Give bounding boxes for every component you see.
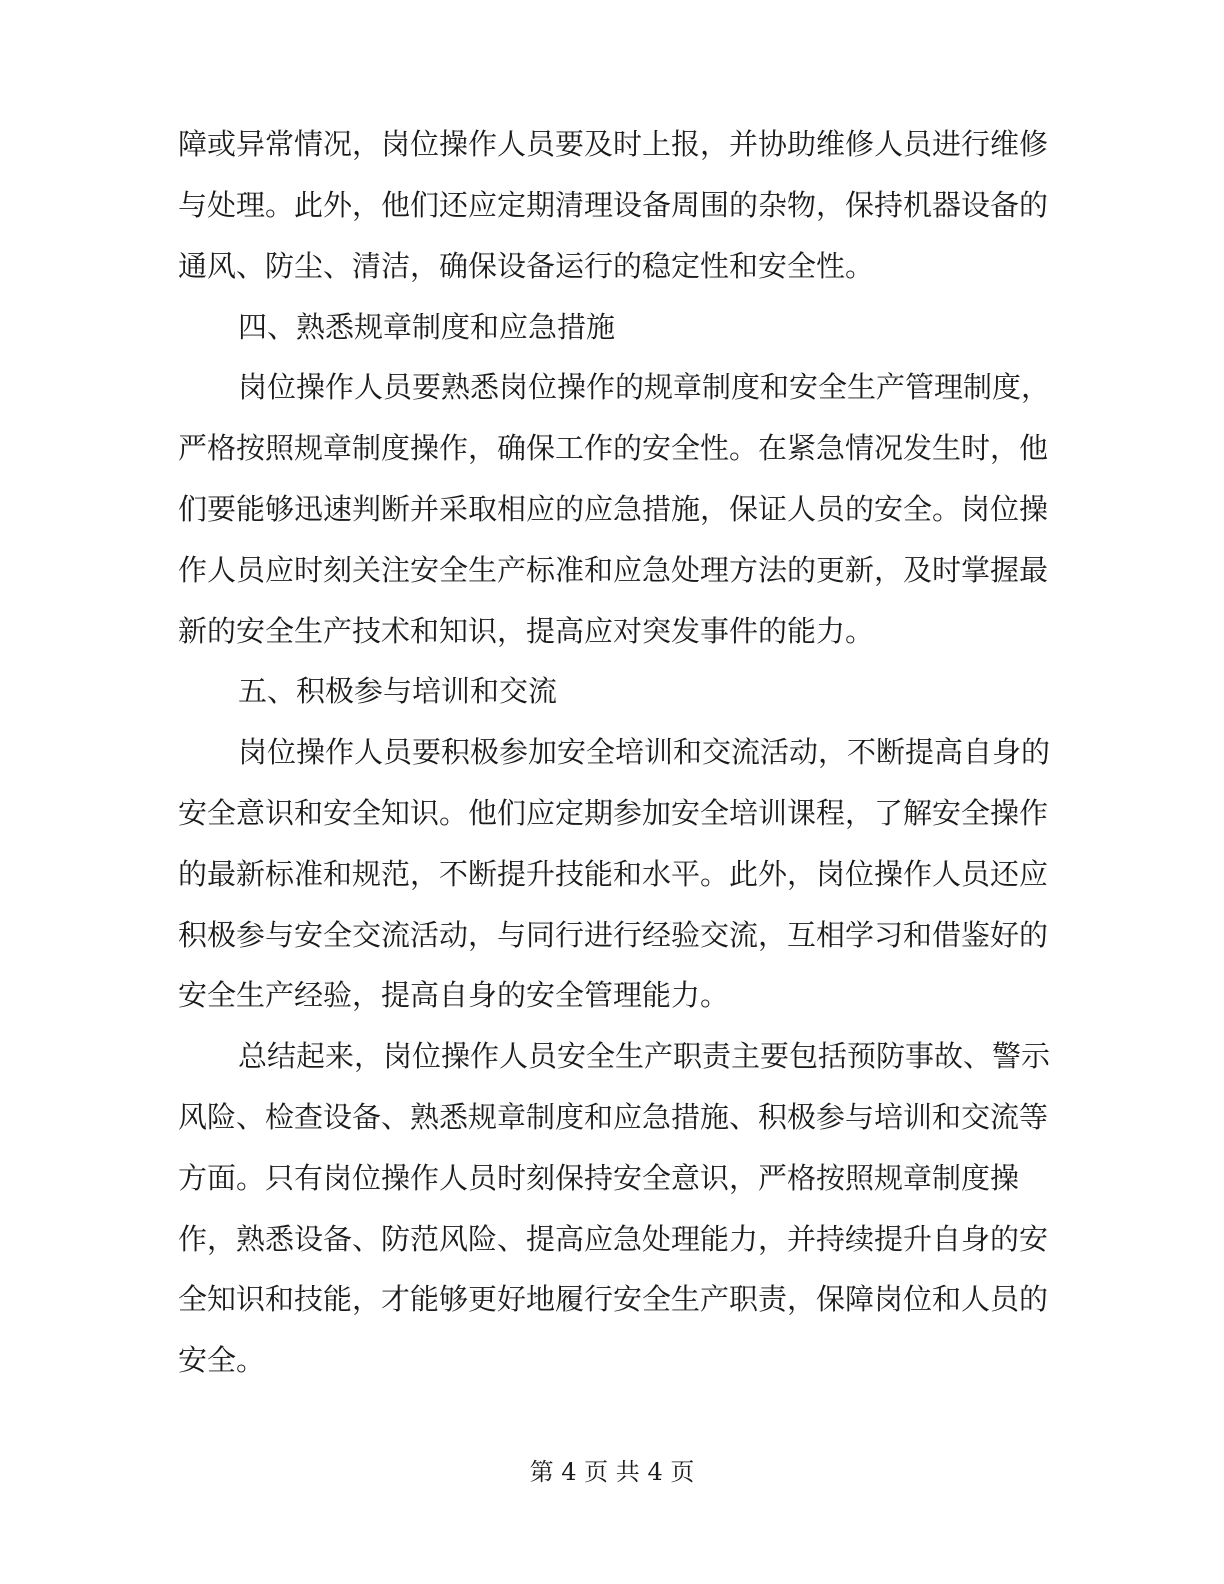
text-line: 安全生产经验，提高自身的安全管理能力。 xyxy=(178,978,730,1012)
text-line: 们要能够迅速判断并采取相应的应急措施，保证人员的安全。岗位操 xyxy=(178,492,1049,526)
text-line: 新的安全生产技术和知识，提高应对突发事件的能力。 xyxy=(178,614,875,648)
text-line: 作，熟悉设备、防范风险、提高应急处理能力，并持续提升自身的安 xyxy=(178,1222,1049,1256)
text-line: 全知识和技能，才能够更好地履行安全生产职责，保障岗位和人员的 xyxy=(178,1282,1049,1316)
text-line: 作人员应时刻关注安全生产标准和应急处理方法的更新，及时掌握最 xyxy=(178,553,1049,587)
text-line: 通风、防尘、清洁，确保设备运行的稳定性和安全性。 xyxy=(178,249,875,283)
text-line: 岗位操作人员要熟悉岗位操作的规章制度和安全生产管理制度， xyxy=(238,370,1051,404)
text-line: 积极参与安全交流活动，与同行进行经验交流，互相学习和借鉴好的 xyxy=(178,918,1049,952)
text-line: 总结起来，岗位操作人员安全生产职责主要包括预防事故、警示 xyxy=(238,1039,1051,1073)
text-line: 严格按照规章制度操作，确保工作的安全性。在紧急情况发生时，他 xyxy=(178,431,1049,465)
section-heading: 四、熟悉规章制度和应急措施 xyxy=(238,310,616,344)
text-line: 岗位操作人员要积极参加安全培训和交流活动，不断提高自身的 xyxy=(238,735,1051,769)
text-line: 方面。只有岗位操作人员时刻保持安全意识，严格按照规章制度操 xyxy=(178,1161,1020,1195)
section-heading: 五、积极参与培训和交流 xyxy=(238,674,558,708)
text-line: 安全。 xyxy=(178,1343,266,1377)
text-line: 风险、检查设备、熟悉规章制度和应急措施、积极参与培训和交流等 xyxy=(178,1100,1049,1134)
text-line: 与处理。此外，他们还应定期清理设备周围的杂物，保持机器设备的 xyxy=(178,188,1049,222)
page-footer: 第 4 页 共 4 页 xyxy=(529,1458,695,1486)
text-line: 障或异常情况，岗位操作人员要及时上报，并协助维修人员进行维修 xyxy=(178,127,1049,161)
text-line: 的最新标准和规范，不断提升技能和水平。此外，岗位操作人员还应 xyxy=(178,857,1049,891)
text-line: 安全意识和安全知识。他们应定期参加安全培训课程，了解安全操作 xyxy=(178,796,1049,830)
